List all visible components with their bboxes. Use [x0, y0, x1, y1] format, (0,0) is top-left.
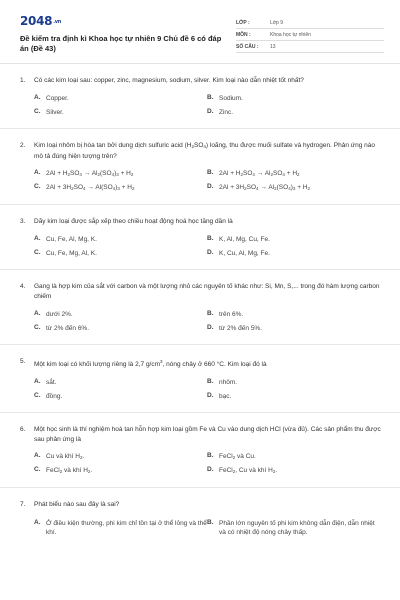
option-b[interactable]	[207, 169, 380, 179]
option-letter: C.	[34, 183, 41, 190]
option-letter: D.	[207, 466, 214, 473]
option-letter: A.	[34, 452, 41, 459]
question-number: 3.	[20, 218, 26, 225]
option-letter: D.	[207, 248, 214, 256]
option-letter: B.	[207, 452, 214, 459]
option-letter: D.	[207, 183, 214, 190]
option-letter: A.	[34, 93, 41, 101]
option-row	[34, 375, 384, 389]
option-letter: A.	[34, 377, 41, 385]
option-text: $2Al + 3H_2SO_4 \to Al(SO_4)_3 + H_2$	[46, 184, 135, 191]
option-text: trên 6%.	[219, 310, 244, 318]
question-text	[20, 141, 384, 162]
question-3	[20, 217, 384, 260]
option-text: Ở điều kiện thường, phi kim chỉ tồn tại ở thể lỏng và thể khí.	[46, 520, 207, 536]
option-row	[34, 464, 384, 478]
option-letter: B.	[207, 377, 214, 385]
option-letter: B.	[207, 309, 214, 317]
question-number: 2.	[20, 142, 26, 149]
option-c[interactable]	[34, 392, 207, 401]
page-title: Đề kiểm tra định kì Khoa học tự nhiên 9 Chủ đề 6 có đáp án (Đề 43)	[20, 34, 222, 53]
header-divider	[0, 63, 400, 64]
options	[34, 91, 384, 119]
option-text: K, Al, Mg, Cu, Fe.	[219, 235, 270, 243]
options	[34, 232, 384, 260]
option-a[interactable]	[34, 235, 207, 244]
question-divider	[0, 344, 400, 345]
option-text: K, Cu, Al, Mg, Fe.	[219, 249, 270, 257]
option-text: $2Al + H_2SO_4 \to Al_2SO_4 + H_2$	[219, 170, 300, 177]
option-d[interactable]	[207, 324, 380, 333]
option-letter: B.	[207, 234, 214, 242]
option-d[interactable]	[207, 392, 380, 401]
question-divider	[0, 487, 400, 488]
option-row	[34, 232, 384, 246]
option-row	[34, 321, 384, 335]
option-row	[34, 105, 384, 119]
option-a[interactable]	[34, 310, 207, 319]
option-b[interactable]	[207, 452, 380, 462]
option-d[interactable]	[207, 249, 380, 258]
meta-row-count: SỐ CÂU : 13	[236, 41, 384, 53]
question-text	[20, 282, 384, 302]
option-text: $2Al + 3H_2SO_4 \to Al_2(SO_4)_3 + H_2$	[219, 184, 311, 191]
option-row	[34, 389, 384, 403]
option-row	[34, 91, 384, 105]
question-5	[20, 357, 384, 403]
option-row	[34, 307, 384, 321]
question-2	[20, 141, 384, 195]
option-row	[34, 167, 384, 181]
question-list	[20, 76, 384, 541]
option-letter: C.	[34, 323, 41, 331]
options	[34, 515, 384, 541]
header	[20, 14, 384, 54]
option-d[interactable]	[207, 183, 380, 193]
option-letter: C.	[34, 248, 41, 256]
option-row	[34, 515, 384, 541]
option-c[interactable]	[34, 466, 207, 476]
question-stem: Dãy kim loại được sắp xếp theo chiều hoạt động hoá học tăng dần là	[34, 218, 233, 225]
options	[34, 450, 384, 478]
option-text: đồng.	[46, 392, 63, 400]
option-text: bạc.	[219, 392, 232, 400]
option-text: nhôm.	[219, 378, 238, 386]
option-d[interactable]	[207, 108, 380, 117]
question-1	[20, 76, 384, 119]
question-6	[20, 425, 384, 478]
question-divider	[0, 269, 400, 270]
option-a[interactable]	[34, 452, 207, 462]
option-b[interactable]	[207, 235, 380, 244]
option-text: sắt.	[46, 378, 57, 386]
question-text	[20, 217, 384, 227]
option-letter: A.	[34, 309, 41, 317]
question-stem: Kim loại nhôm bị hòa tan bởi dung dịch sulfuric acid $(H_2SO_4)$ loãng, thu được muối sulfate và hydrogen. Phản ứng nào mô tả đúng hiện tượng trên?	[34, 142, 375, 160]
option-text: Zinc.	[219, 108, 234, 116]
option-letter: B.	[207, 169, 214, 176]
question-number: 6.	[20, 426, 26, 433]
question-text	[20, 425, 384, 445]
option-letter: A.	[34, 234, 41, 242]
question-7	[20, 500, 384, 541]
question-stem: Có các kim loại sau: copper, zinc, magnesium, sodium, silver. Kim loại nào dẫn nhiệt tốt nhất?	[34, 77, 304, 84]
option-c[interactable]	[34, 249, 207, 258]
option-text: Cu, Fe, Al, Mg, K.	[46, 235, 97, 243]
question-stem: Phát biểu nào sau đây là sai?	[34, 501, 120, 508]
question-stem: Một học sinh là thí nghiệm hoà tan hỗn hợp kim loại gồm Fe và Cu vào dung dịch HCl (vừa đủ). Các sản phẩm thu được sau phản ứng là	[34, 426, 381, 443]
option-text: từ 2% đến 5%.	[219, 324, 263, 332]
option-c[interactable]	[34, 183, 207, 193]
option-letter: D.	[207, 323, 214, 331]
option-a[interactable]	[34, 169, 207, 179]
option-row	[34, 181, 384, 195]
option-text: Silver.	[46, 108, 64, 116]
option-letter: A.	[34, 519, 41, 526]
question-text	[20, 357, 384, 370]
meta-row-class: LỚP : Lớp 9	[236, 17, 384, 29]
option-d[interactable]	[207, 466, 380, 476]
option-row	[34, 246, 384, 260]
option-text: FeCl$_2$ và khí $H_2$.	[46, 467, 93, 474]
option-text: từ 2% đến 6%.	[46, 324, 90, 332]
option-text: Sodium.	[219, 94, 243, 102]
option-letter: B.	[207, 93, 214, 101]
option-letter: D.	[207, 391, 214, 399]
question-divider	[0, 204, 400, 205]
option-letter: C.	[34, 107, 41, 115]
option-a[interactable]	[34, 519, 207, 537]
question-number: 5.	[20, 358, 26, 365]
options	[34, 167, 384, 195]
meta-table	[236, 17, 384, 54]
option-letter: A.	[34, 169, 41, 176]
option-b[interactable]	[207, 310, 380, 319]
options	[34, 375, 384, 403]
option-letter: B.	[207, 519, 214, 526]
option-letter: D.	[207, 107, 214, 115]
question-number: 4.	[20, 283, 26, 290]
option-a[interactable]	[34, 378, 207, 387]
question-number: 1.	[20, 77, 26, 84]
option-text: FeCl$_2$ và Cu.	[219, 453, 256, 460]
question-divider	[0, 412, 400, 413]
question-stem: Một kim loại có khối lượng riêng là 2,7 $g/cm^3$, nóng chảy ở 660 °C. Kim loại đó là	[34, 359, 267, 368]
question-text	[20, 76, 384, 86]
option-text: FeCl$_2$, Cu và khí $H_2$.	[219, 467, 278, 474]
question-number: 7.	[20, 501, 26, 508]
question-4	[20, 282, 384, 335]
option-text: Cu, Fe, Mg, Al, K.	[46, 249, 97, 257]
site-logo[interactable]: 2048.vn	[20, 14, 62, 28]
option-letter: C.	[34, 391, 41, 399]
option-text: Copper.	[46, 94, 69, 102]
option-text: dưới 2%.	[46, 310, 73, 318]
meta-row-subject: MÔN : Khoa học tự nhiên	[236, 29, 384, 41]
options	[34, 307, 384, 335]
question-text	[20, 500, 384, 510]
option-c[interactable]	[34, 108, 207, 117]
option-c[interactable]	[34, 324, 207, 333]
option-text: $2Al + H_2SO_4 \to Al_2(SO_4)_3 + H_2$	[46, 170, 134, 177]
option-b[interactable]	[207, 94, 380, 103]
option-b[interactable]	[207, 378, 380, 387]
question-stem: Gang là hợp kim của sắt với carbon và một lượng nhỏ các nguyên tố khác như: Si, Mn, S,... trong đó hàm lượng carbon chiếm	[34, 283, 380, 300]
option-text: Phần lớn nguyên tố phi kim không dẫn điện, dẫn nhiệt và có nhiệt độ nóng chảy thấp.	[219, 520, 375, 536]
question-divider	[0, 128, 400, 129]
option-row	[34, 450, 384, 464]
option-letter: C.	[34, 466, 41, 473]
option-b[interactable]	[207, 519, 380, 537]
option-text: Cu và khí $H_2$.	[46, 453, 85, 460]
option-a[interactable]	[34, 94, 207, 103]
